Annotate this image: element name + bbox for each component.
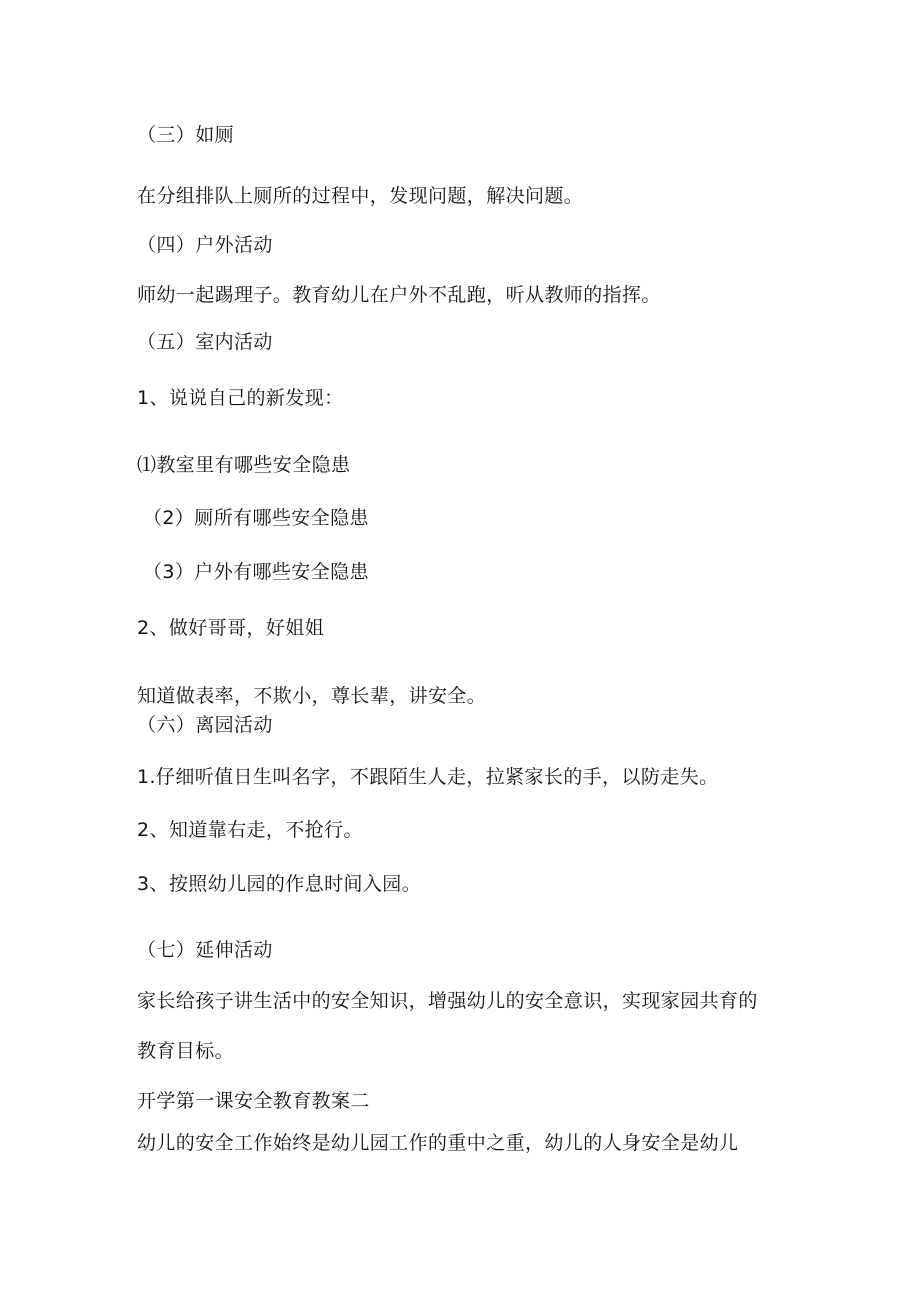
list-item: 1.仔细听值日生叫名字，不跟陌生人走，拉紧家长的手，以防走失。 [137,766,719,788]
paragraph: 在分组排队上厕所的过程中，发现问题，解决问题。 [137,185,584,207]
paragraph: 教育目标。 [137,1040,235,1062]
paragraph: 知道做表率，不欺小，尊长辈，讲安全。 [137,685,487,707]
list-item: 2、做好哥哥，好姐姐 [137,617,325,639]
list-item: 3、按照幼儿园的作息时间入园。 [137,873,422,895]
list-item: ⑴教室里有哪些安全隐患 [137,454,351,476]
section-heading-leaving: （六）离园活动 [137,714,273,736]
section-heading-toilet: （三）如厕 [137,124,235,146]
section-heading-outdoor: （四）户外活动 [137,234,273,256]
document-subtitle: 开学第一课安全教育教案二 [137,1090,370,1112]
paragraph: 家长给孩子讲生活中的安全知识，增强幼儿的安全意识，实现家园共育的 [137,990,758,1012]
list-item: （3）户外有哪些安全隐患 [143,561,369,583]
paragraph: 幼儿的安全工作始终是幼儿园工作的重中之重，幼儿的人身安全是幼儿 [137,1132,739,1154]
paragraph: 师幼一起踢理子。教育幼儿在户外不乱跑，听从教师的指挥。 [137,284,661,306]
section-heading-indoor: （五）室内活动 [137,331,273,353]
section-heading-extension: （七）延伸活动 [137,939,273,961]
list-item: 2、知道靠右走，不抢行。 [137,819,363,841]
list-item: 1、说说自己的新发现： [137,387,344,409]
list-item: （2）厕所有哪些安全隐患 [143,507,369,529]
